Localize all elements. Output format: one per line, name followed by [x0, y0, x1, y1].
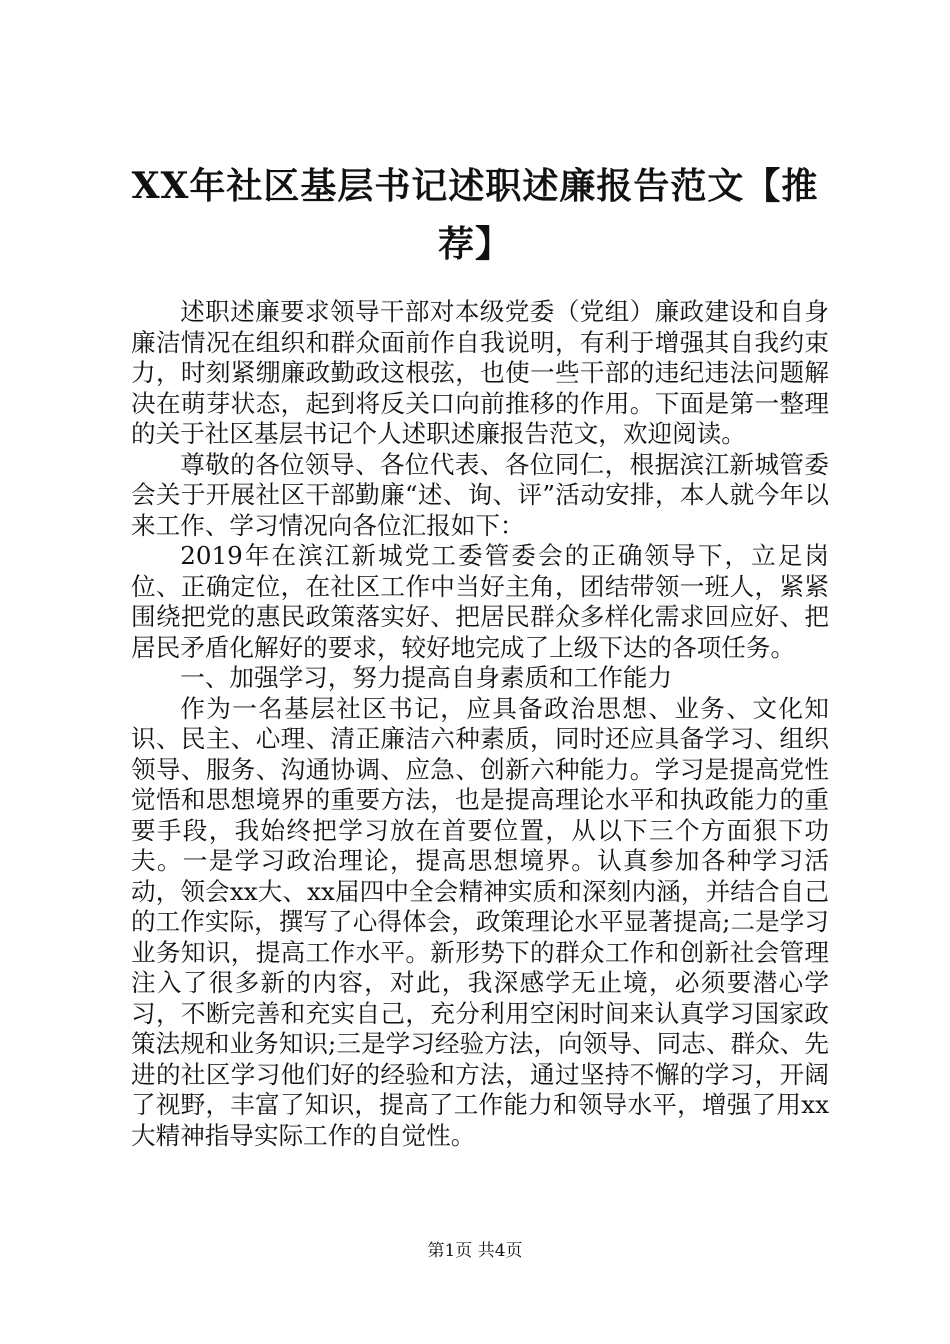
page-footer: 第1页 共4页 [427, 1241, 523, 1261]
document-body [131, 297, 829, 1151]
paragraph-summary: 2019年在滨江新城党工委管委会的正确领导下，立足岗位、正确定位，在社区工作中当好主角，团结带领一班人，紧紧围绕把党的惠民政策落实好、把居民群众多样化需求回应好、把居民矛盾化解好的要求，较好地完成了上级下达的各项任务。 [131, 541, 829, 662]
paragraph-intro: 述职述廉要求领导干部对本级党委（党组）廉政建设和自身廉洁情况在组织和群众面前作自我说明，有利于增强其自我约束力，时刻紧绷廉政勤政这根弦，也使一些干部的违纪违法问题解决在萌芽状态，起到将反关口向前推移的作用。下面是第一整理的关于社区基层书记个人述职述廉报告范文，欢迎阅读。 [131, 297, 829, 448]
paragraph-greeting: 尊敬的各位领导、各位代表、各位同仁，根据滨江新城管委会关于开展社区干部勤廉“述、询、评”活动安排，本人就今年以来工作、学习情况向各位汇报如下： [131, 449, 829, 540]
section-heading-1: 一、加强学习，努力提高自身素质和工作能力 [180, 663, 673, 692]
paragraph-study: 作为一名基层社区书记，应具备政治思想、业务、文化知识、民主、心理、清正廉洁六种素质，同时还应具备学习、组织领导、服务、沟通协调、应急、创新六种能力。学习是提高党性觉悟和思想境界的重要方法，也是提高理论水平和执政能力的重要手段，我始终把学习放在首要位置，从以下三个方面狠下功夫。一是学习政治理论，提高思想境界。认真参加各种学习活动，领会xx大、xx届四中全会精神实质和深刻内涵，并结合自己的工作实际，撰写了心得体会，政策理论水平显著提高;二是学习业务知识，提高工作水平。新形势下的群众工作和创新社会管理注入了很多新的内容，对此，我深感学无止境，必须要潜心学习，不断完善和充实自己，充分利用空闲时间来认真学习国家政策法规和业务知识;三是学习经验方法，向领导、同志、群众、先进的社区学习他们好的经验和方法，通过坚持不懈的学习，开阔了视野，丰富了知识，提高了工作能力和领导水平，增强了用xx大精神指导实际工作的自觉性。 [131, 693, 829, 1150]
document-title: XX年社区基层书记述职述廉报告范文【推荐】 [131, 165, 819, 265]
